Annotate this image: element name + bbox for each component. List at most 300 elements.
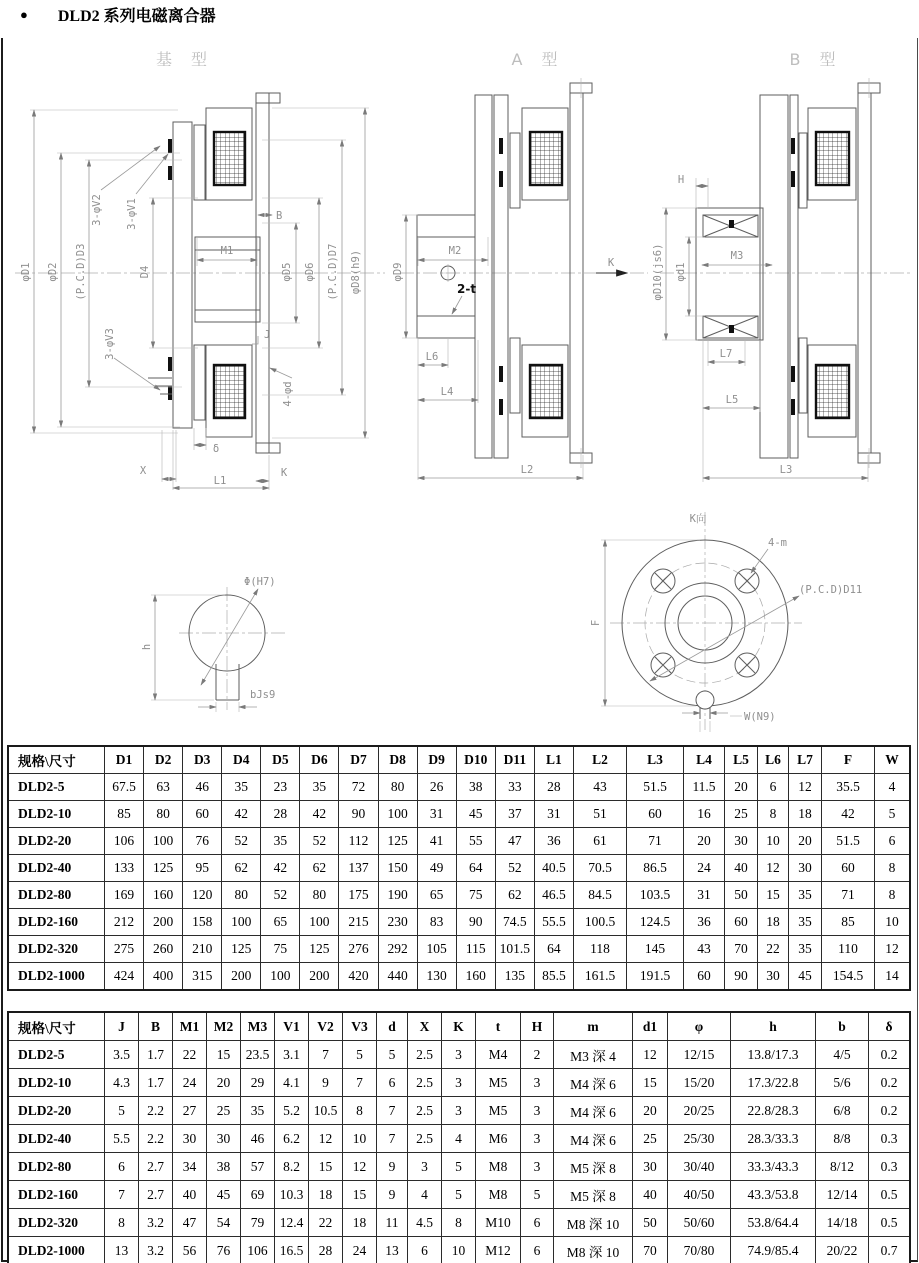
table-cell: 50 — [725, 882, 758, 909]
table-cell: 28 — [261, 801, 300, 828]
drawing-base — [15, 93, 385, 490]
table-cell: 29 — [241, 1069, 275, 1097]
table-cell: 292 — [378, 936, 417, 963]
table-cell: 2.5 — [408, 1069, 442, 1097]
table-row — [8, 1041, 910, 1069]
table-cell: 31 — [417, 801, 456, 828]
table-cell: DLD2-10 — [8, 1069, 105, 1097]
table-cell: 12.4 — [275, 1209, 309, 1237]
b-dimensions — [662, 178, 868, 482]
friction-disc-top — [194, 125, 205, 200]
table-cell: M8 — [476, 1181, 521, 1209]
table-cell: 67.5 — [105, 774, 144, 801]
a-coil-top — [530, 132, 562, 185]
table-cell: 36 — [534, 828, 573, 855]
table-cell: 2.2 — [139, 1125, 173, 1153]
table-cell: M3 深 4 — [554, 1041, 633, 1069]
table-cell: 135 — [495, 963, 534, 991]
table-cell: 2.7 — [139, 1153, 173, 1181]
table-cell: 8 — [442, 1209, 476, 1237]
table-cell: 1.7 — [139, 1041, 173, 1069]
column-header: L1 — [534, 746, 573, 774]
table-cell: 2.5 — [408, 1041, 442, 1069]
a-coil-bottom — [530, 365, 562, 418]
table-cell: 13.8/17.3 — [731, 1041, 816, 1069]
table-cell: 103.5 — [627, 882, 684, 909]
table-cell: 7 — [377, 1097, 408, 1125]
table-cell: 161.5 — [574, 963, 627, 991]
table-cell: 40/50 — [668, 1181, 731, 1209]
column-header: φ — [668, 1012, 731, 1041]
column-header: B — [139, 1012, 173, 1041]
table-cell: 52 — [300, 828, 339, 855]
table-cell: 275 — [105, 936, 144, 963]
dim-label-m3: M3 — [730, 250, 744, 262]
header-row — [8, 1012, 910, 1041]
table-cell: 18 — [309, 1181, 343, 1209]
table-cell: 25/30 — [668, 1125, 731, 1153]
table-cell: 35.5 — [822, 774, 875, 801]
table-cell: 3.2 — [139, 1209, 173, 1237]
column-header: D6 — [300, 746, 339, 774]
table-cell: 7 — [343, 1069, 377, 1097]
table-cell: 85 — [105, 801, 144, 828]
table-cell: 90 — [339, 801, 378, 828]
table-cell: 100 — [222, 909, 261, 936]
dim-label-d9: φD9 — [392, 262, 404, 282]
table-cell: 24 — [684, 855, 725, 882]
table-cell: 64 — [456, 855, 495, 882]
table-cell: 43 — [574, 774, 627, 801]
table-cell: 40 — [633, 1181, 668, 1209]
table-cell: 22 — [758, 936, 789, 963]
table-cell: 35 — [300, 774, 339, 801]
table-cell: 76 — [207, 1237, 241, 1263]
table-cell: M4 深 6 — [554, 1069, 633, 1097]
table-cell: 20 — [633, 1097, 668, 1125]
dim-label-k-arrow: K — [607, 257, 615, 269]
section-title-type-b: B 型 — [789, 50, 843, 69]
drawing-flange-view — [590, 512, 862, 732]
table-cell: 2 — [521, 1041, 554, 1069]
table-cell: 22 — [309, 1209, 343, 1237]
table-cell: 20/22 — [816, 1237, 869, 1263]
table-cell: DLD2-80 — [8, 1153, 105, 1181]
table-cell: 5 — [875, 801, 911, 828]
column-header: h — [731, 1012, 816, 1041]
dim-label-l6: L6 — [425, 351, 439, 363]
table-cell: 76 — [183, 828, 222, 855]
b-bearing-sleeve — [696, 208, 763, 340]
table-cell: 4 — [875, 774, 911, 801]
table-cell: 400 — [144, 963, 183, 991]
column-header: 规格\尺寸 — [8, 1012, 105, 1041]
table-cell: 5.5 — [105, 1125, 139, 1153]
column-header: D7 — [339, 746, 378, 774]
table-cell: 74.9/85.4 — [731, 1237, 816, 1263]
table-cell: 85.5 — [534, 963, 573, 991]
table-cell: 10 — [343, 1125, 377, 1153]
dim-label-d2: φD2 — [47, 262, 59, 282]
dim-label-m1: M1 — [220, 245, 234, 257]
table-cell: 55.5 — [534, 909, 573, 936]
dim-label-d1: φD1 — [20, 262, 32, 282]
table-cell: 3.2 — [139, 1237, 173, 1263]
table-cell: 7 — [377, 1125, 408, 1153]
table-cell: 5 — [343, 1041, 377, 1069]
table-cell: 22 — [173, 1041, 207, 1069]
dim-label-v1: 3-φV1 — [126, 198, 138, 230]
table-cell: 5 — [521, 1181, 554, 1209]
table-cell: 125 — [144, 855, 183, 882]
table-cell: 37 — [495, 801, 534, 828]
table-cell: 18 — [343, 1209, 377, 1237]
table-cell: 12 — [758, 855, 789, 882]
table-cell: 9 — [309, 1069, 343, 1097]
table-cell: 62 — [222, 855, 261, 882]
table-cell: 10 — [758, 828, 789, 855]
table-cell: 52 — [261, 882, 300, 909]
table-cell: 5.2 — [275, 1097, 309, 1125]
table-cell: 13 — [105, 1237, 139, 1263]
table-cell: 200 — [222, 963, 261, 991]
table-cell: 80 — [222, 882, 261, 909]
dim-label-h-key: h — [141, 643, 153, 651]
table-cell: 25 — [725, 801, 758, 828]
table-cell: 7 — [105, 1181, 139, 1209]
table-cell: 31 — [534, 801, 573, 828]
table-cell: 125 — [378, 828, 417, 855]
table-cell: 30 — [207, 1125, 241, 1153]
table-cell: M5 — [476, 1097, 521, 1125]
table-cell: 51.5 — [822, 828, 875, 855]
table-cell: 6 — [377, 1069, 408, 1097]
column-header: V2 — [309, 1012, 343, 1041]
column-header: D3 — [183, 746, 222, 774]
table-cell: 200 — [300, 963, 339, 991]
table-cell: 3 — [521, 1069, 554, 1097]
table-cell: 70/80 — [668, 1237, 731, 1263]
drawing-type-b — [652, 78, 910, 482]
engineering-drawings — [0, 38, 919, 743]
table-cell: 3 — [521, 1125, 554, 1153]
table-cell: 74.5 — [495, 909, 534, 936]
table-cell: 56 — [173, 1237, 207, 1263]
table-cell: 61 — [574, 828, 627, 855]
table-cell: 36 — [684, 909, 725, 936]
dim-label-b: B — [276, 210, 283, 222]
table-cell: 191.5 — [627, 963, 684, 991]
table-cell: 5 — [377, 1041, 408, 1069]
dim-label-d1-small: φd1 — [675, 262, 687, 282]
a-friction-bottom — [510, 338, 520, 413]
table-cell: 25 — [207, 1097, 241, 1125]
column-header: L2 — [574, 746, 627, 774]
table-cell: 43.3/53.8 — [731, 1181, 816, 1209]
table-cell: 160 — [456, 963, 495, 991]
table-cell: 210 — [183, 936, 222, 963]
table-cell: 60 — [627, 801, 684, 828]
table-cell: 40 — [173, 1181, 207, 1209]
table-cell: 80 — [300, 882, 339, 909]
table-cell: 95 — [183, 855, 222, 882]
column-header: D2 — [144, 746, 183, 774]
dim-label-wn9: W(N9) — [744, 711, 776, 723]
table-cell: 40.5 — [534, 855, 573, 882]
table-cell: 106 — [241, 1237, 275, 1263]
table-row — [8, 801, 910, 828]
bullet-icon: ● — [20, 6, 28, 22]
table-cell: 85 — [822, 909, 875, 936]
table-cell: 28 — [309, 1237, 343, 1263]
table-cell: 54 — [207, 1209, 241, 1237]
column-header: D9 — [417, 746, 456, 774]
table-row — [8, 1237, 910, 1263]
table-row — [8, 1069, 910, 1097]
table-cell: 12 — [789, 774, 822, 801]
table-cell: DLD2-5 — [8, 1041, 105, 1069]
dim-label-k: K — [280, 467, 288, 479]
table-cell: 41 — [417, 828, 456, 855]
dim-label-l4: L4 — [440, 386, 454, 398]
table-cell: 83 — [417, 909, 456, 936]
table-cell: DLD2-160 — [8, 1181, 105, 1209]
column-header: D4 — [222, 746, 261, 774]
table-cell: 16 — [684, 801, 725, 828]
table-cell: 3.5 — [105, 1041, 139, 1069]
table-cell: 72 — [339, 774, 378, 801]
table-cell: 47 — [173, 1209, 207, 1237]
table-cell: M6 — [476, 1125, 521, 1153]
table-cell: 315 — [183, 963, 222, 991]
table-cell: 212 — [105, 909, 144, 936]
a-armature-plate — [494, 95, 508, 458]
column-header: d1 — [633, 1012, 668, 1041]
table-cell: M4 深 6 — [554, 1097, 633, 1125]
column-header: M2 — [207, 1012, 241, 1041]
table-cell: 110 — [822, 936, 875, 963]
table-cell: 12 — [309, 1125, 343, 1153]
table-cell: 100 — [144, 828, 183, 855]
table-cell: DLD2-320 — [8, 936, 105, 963]
table-cell: 3.1 — [275, 1041, 309, 1069]
dim-label-m2: M2 — [448, 245, 462, 257]
table-cell: 75 — [456, 882, 495, 909]
header-row — [8, 746, 910, 774]
table-cell: 70 — [725, 936, 758, 963]
dim-label-h-gap: H — [677, 174, 685, 186]
dim-label-bjs9: bJs9 — [250, 689, 276, 701]
column-header: L7 — [789, 746, 822, 774]
table-cell: DLD2-40 — [8, 855, 105, 882]
table-cell: 230 — [378, 909, 417, 936]
table-cell: 8/8 — [816, 1125, 869, 1153]
table-cell: 43 — [684, 936, 725, 963]
table-cell: 200 — [144, 909, 183, 936]
b-coil-bottom — [816, 365, 849, 418]
column-header: 规格\尺寸 — [8, 746, 105, 774]
dim-label-l5: L5 — [725, 394, 739, 406]
column-header: L4 — [684, 746, 725, 774]
table-cell: 2.5 — [408, 1097, 442, 1125]
table-cell: 33.3/43.3 — [731, 1153, 816, 1181]
table-cell: 46 — [183, 774, 222, 801]
table-cell: DLD2-20 — [8, 828, 105, 855]
table-cell: DLD2-1000 — [8, 963, 105, 991]
dim-label-l3: L3 — [779, 464, 793, 476]
dim-label-4d: 4-φd — [282, 381, 294, 407]
table-row — [8, 1181, 910, 1209]
column-header: J — [105, 1012, 139, 1041]
table-cell: 10 — [875, 909, 911, 936]
table-cell: 5 — [105, 1097, 139, 1125]
b-input-disc — [760, 95, 788, 458]
table-cell: 42 — [300, 801, 339, 828]
table-cell: 70.5 — [574, 855, 627, 882]
table-cell: 90 — [456, 909, 495, 936]
table-cell: 6 — [408, 1237, 442, 1263]
table-cell: 53.8/64.4 — [731, 1209, 816, 1237]
b-armature-plate — [790, 95, 798, 458]
column-header: δ — [869, 1012, 911, 1041]
table-cell: 150 — [378, 855, 417, 882]
table-cell: M5 深 8 — [554, 1181, 633, 1209]
table-cell: M5 深 8 — [554, 1153, 633, 1181]
table-cell: 124.5 — [627, 909, 684, 936]
b-friction-top — [799, 133, 807, 208]
table-cell: 34 — [173, 1153, 207, 1181]
column-header: W — [875, 746, 911, 774]
coil-top — [214, 132, 245, 185]
table-cell: 20 — [725, 774, 758, 801]
table-cell: 0.2 — [869, 1041, 911, 1069]
column-header: V3 — [343, 1012, 377, 1041]
column-header: t — [476, 1012, 521, 1041]
dim-label-d6: φD6 — [304, 262, 316, 282]
table-cell: 11 — [377, 1209, 408, 1237]
column-header: K — [442, 1012, 476, 1041]
table-cell: 4.5 — [408, 1209, 442, 1237]
table-cell: 20 — [789, 828, 822, 855]
column-header: D1 — [105, 746, 144, 774]
table-cell: 0.5 — [869, 1209, 911, 1237]
table-cell: 0.7 — [869, 1237, 911, 1263]
table-cell: 33 — [495, 774, 534, 801]
table-cell: 20/25 — [668, 1097, 731, 1125]
a-input-hub — [417, 95, 492, 458]
table-cell: 112 — [339, 828, 378, 855]
table-cell: 42 — [261, 855, 300, 882]
dim-label-d7: (P.C.D)D7 — [327, 243, 339, 301]
column-header: D10 — [456, 746, 495, 774]
table-cell: DLD2-1000 — [8, 1237, 105, 1263]
table-cell: M4 深 6 — [554, 1125, 633, 1153]
table-cell: 20 — [207, 1069, 241, 1097]
table-cell: 50/60 — [668, 1209, 731, 1237]
table-cell: 31 — [684, 882, 725, 909]
column-header: L5 — [725, 746, 758, 774]
table-cell: 18 — [758, 909, 789, 936]
table-cell: 18 — [789, 801, 822, 828]
table-cell: 24 — [343, 1237, 377, 1263]
table-cell: 62 — [495, 882, 534, 909]
table-cell: 12 — [875, 936, 911, 963]
column-header: X — [408, 1012, 442, 1041]
table-cell: 3 — [442, 1097, 476, 1125]
table-row — [8, 1153, 910, 1181]
table-cell: 6 — [521, 1209, 554, 1237]
table-cell: 23.5 — [241, 1041, 275, 1069]
table-cell: 28 — [534, 774, 573, 801]
table-cell: 12/14 — [816, 1181, 869, 1209]
table-cell: 23 — [261, 774, 300, 801]
table-cell: 30/40 — [668, 1153, 731, 1181]
page-title-text: DLD2 系列电磁离合器 — [57, 8, 216, 25]
table-cell: 0.3 — [869, 1153, 911, 1181]
drawing-bore-section — [141, 576, 285, 712]
table-cell: 71 — [627, 828, 684, 855]
table-cell: DLD2-5 — [8, 774, 105, 801]
table-cell: 6 — [105, 1153, 139, 1181]
table-cell: 38 — [456, 774, 495, 801]
table-cell: 6/8 — [816, 1097, 869, 1125]
drawing-type-a — [392, 78, 648, 480]
column-header: M1 — [173, 1012, 207, 1041]
dim-label-j: J — [264, 329, 271, 341]
table-cell: DLD2-40 — [8, 1125, 105, 1153]
table-cell: 4.3 — [105, 1069, 139, 1097]
dim-label-x: X — [139, 465, 147, 477]
table-row — [8, 1097, 910, 1125]
table-cell: 30 — [789, 855, 822, 882]
dim-label-f: F — [590, 619, 602, 627]
column-header: V1 — [275, 1012, 309, 1041]
table-cell: 62 — [300, 855, 339, 882]
dimension-table-1 — [7, 745, 911, 991]
table-cell: 420 — [339, 963, 378, 991]
table-cell: M4 — [476, 1041, 521, 1069]
table-cell: 79 — [241, 1209, 275, 1237]
table-cell: 65 — [261, 909, 300, 936]
table-cell: 160 — [144, 882, 183, 909]
section-title-type-a: A 型 — [511, 50, 565, 69]
table-cell: 27 — [173, 1097, 207, 1125]
table-cell: 60 — [684, 963, 725, 991]
table-cell: 16.5 — [275, 1237, 309, 1263]
section-title-base: 基 型 — [155, 50, 215, 69]
table-cell: 46 — [241, 1125, 275, 1153]
table-cell: 0.5 — [869, 1181, 911, 1209]
table-cell: 3 — [408, 1153, 442, 1181]
b-friction-bottom — [799, 338, 807, 413]
dim-label-l1: L1 — [213, 475, 227, 487]
table-cell: 26 — [417, 774, 456, 801]
dim-label-4m: 4-m — [768, 537, 787, 549]
table-row — [8, 936, 910, 963]
table-cell: 75 — [261, 936, 300, 963]
table-cell: 15 — [343, 1181, 377, 1209]
keyway-slot — [216, 664, 239, 700]
table-cell: 12 — [633, 1041, 668, 1069]
table-cell: 14/18 — [816, 1209, 869, 1237]
bore-dimensions — [151, 589, 258, 712]
table-cell: 190 — [378, 882, 417, 909]
table-cell: 424 — [105, 963, 144, 991]
table-cell: 175 — [339, 882, 378, 909]
dimension-table-2 — [7, 1011, 911, 1263]
table-cell: 215 — [339, 909, 378, 936]
column-header: D8 — [378, 746, 417, 774]
